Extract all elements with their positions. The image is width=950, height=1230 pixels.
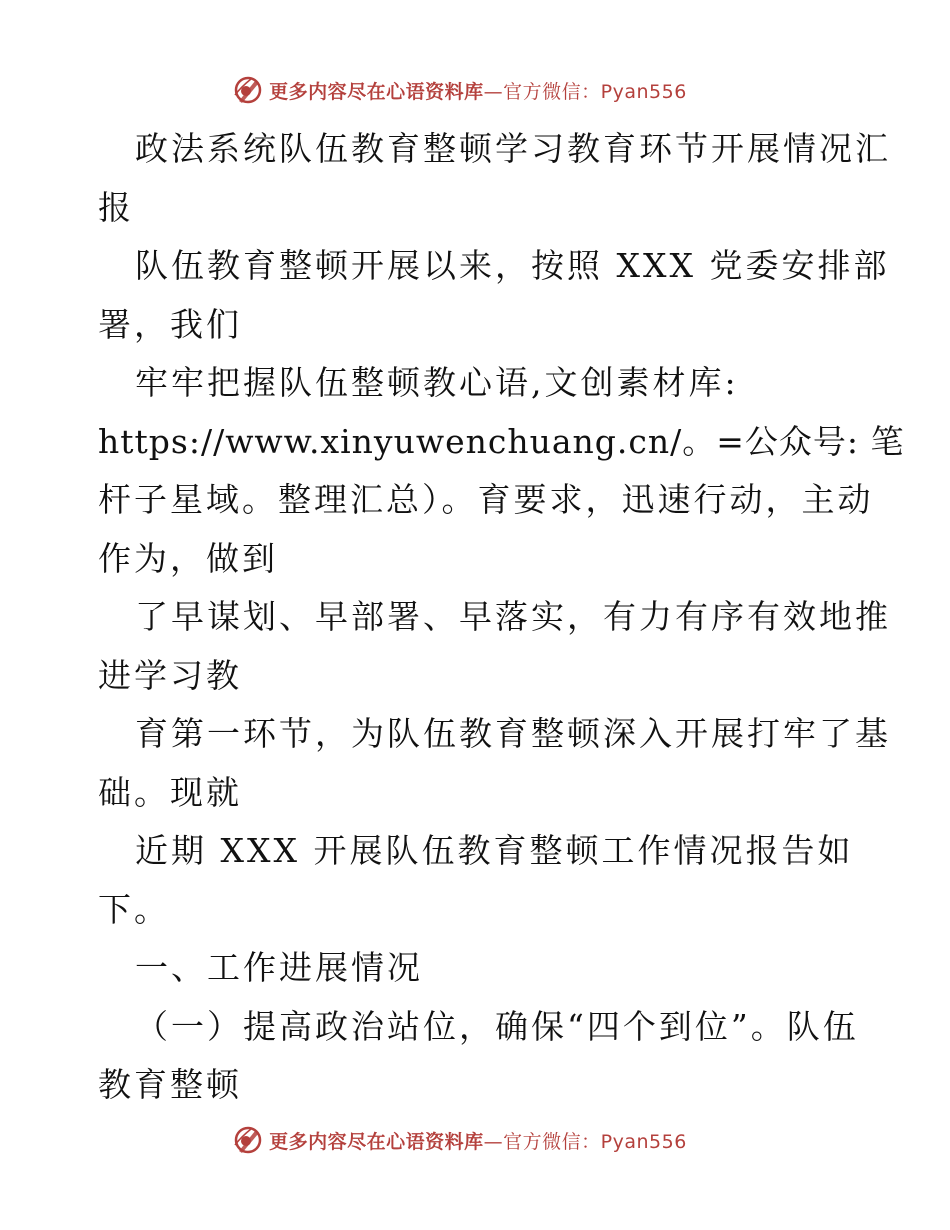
paragraph-line: 育第一环节，为队伍教育整顿深入开展打牢了基 [135,714,891,753]
paragraph-line-url: https://www.xinyuwenchuang.cn/。=公众号: 笔 [98,421,905,461]
watermark-text [269,1127,687,1154]
document-body [98,120,905,1115]
title-line-1: 政法系统队伍教育整顿学习教育环节开展情况汇 [135,129,891,168]
footer-watermark [0,1120,950,1160]
paragraph-line: 牢牢把握队伍整顿教心语,文创素材库: [135,363,739,402]
paragraph-line: 署，我们 [98,304,242,344]
paragraph-line: 下。 [98,889,170,929]
paragraph-line: 了早谋划、早部署、早落实，有力有序有效地推 [135,597,891,636]
paragraph-line: 教育整顿 [98,1065,242,1104]
paragraph-line: 进学习教 [98,655,242,695]
watermark-text [269,77,687,104]
header-watermark [0,70,950,110]
paragraph-line: 近期 XXX 开展队伍教育整顿工作情况报告如 [135,831,854,870]
quill-seal-icon [233,1125,263,1155]
watermark-separator: — [483,1130,504,1153]
paragraph-line: 作为，做到 [98,538,278,578]
subsection-heading: （一）提高政治站位，确保“四个到位”。队伍 [135,1006,859,1046]
watermark-wechat: 官方微信：Pyan556 [503,1130,687,1153]
section-heading: 一、工作进展情况 [135,948,423,987]
watermark-wechat: 官方微信：Pyan556 [503,80,687,103]
title-line-2: 报 [98,187,134,227]
watermark-site: 更多内容尽在心语资料库 [269,1130,484,1153]
paragraph-line: 队伍教育整顿开展以来，按照 XXX 党委安排部 [135,246,890,285]
paragraph-line: 杆子星域。整理汇总）。育要求，迅速行动，主动 [98,480,874,519]
watermark-site: 更多内容尽在心语资料库 [269,80,484,103]
paragraph-line: 础。现就 [98,772,242,812]
quill-seal-icon [233,75,263,105]
watermark-separator: — [483,80,504,103]
